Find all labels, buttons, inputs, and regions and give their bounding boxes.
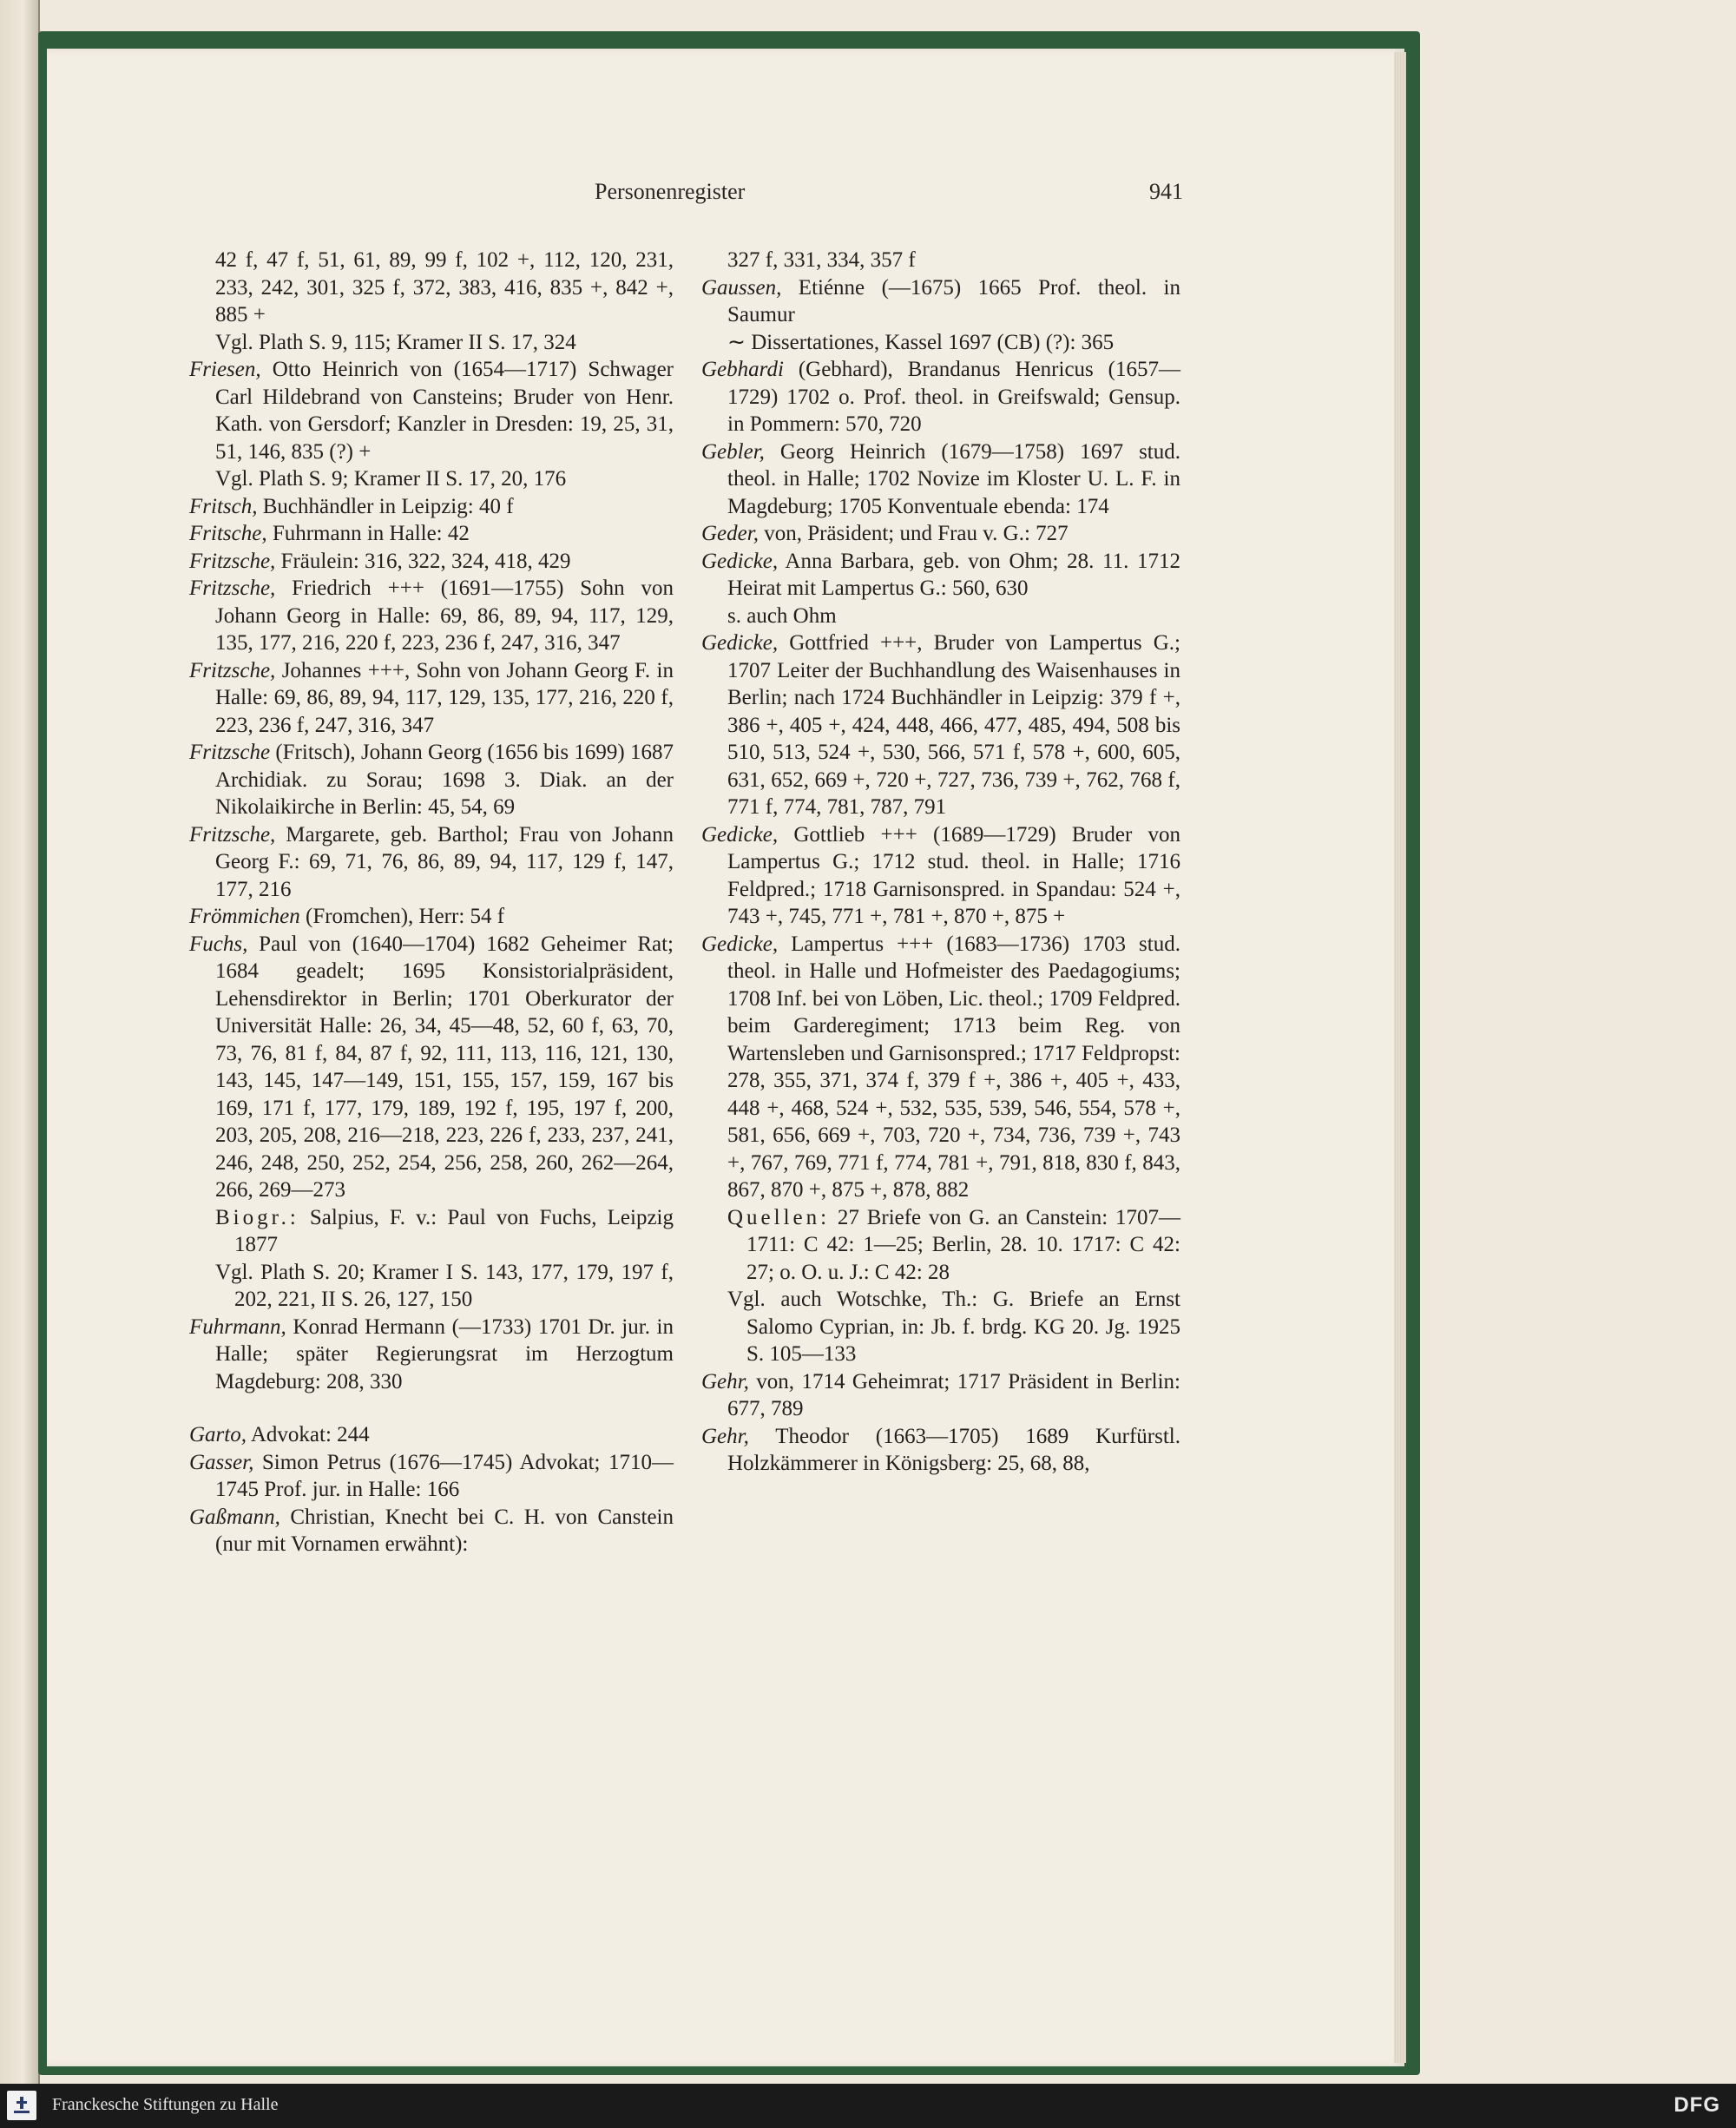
index-entry [189, 548, 674, 576]
person-name: Fritzsche, [189, 576, 276, 600]
person-name: Garto, [189, 1423, 247, 1446]
entry-text: Anna Barbara, geb. von Ohm; 28. 11. 1712 Heirat mit Lampertus G.: 560, 630 [727, 549, 1180, 600]
index-entry [701, 548, 1180, 603]
person-name: Friesen, [189, 358, 261, 381]
entry-text: Lampertus +++ (1683—1736) 1703 stud. theol. in Halle und Hofmeister des Paedagogiums; 1708 Inf. bei von Löben, Lic. theol.; 1709 Feldpred. beim Garderegiment; 1713 beim Reg. von Wartensleben und Garnisonspred.; 1717 Feldpropst: 278, 355, 371, 374 f, 379 f +, 386 +, 405 +, 433, 448 +, 468, 524 +, 532, 535, 539, 546, 554, 578 +, 581, 656, 669 +, 703, 720 +, 734, 736, 739 +, 743 +, 767, 769, 771 f, 774, 781 +, 791, 818, 830 f, 843, 867, 870 +, 875 +, 878, 882 [727, 932, 1180, 1202]
index-subentry [701, 603, 1180, 630]
person-name: Fuhrmann, [189, 1314, 286, 1339]
person-name: Gehr, [701, 1369, 749, 1393]
institution-name: Franckesche Stiftungen zu Halle [52, 2095, 279, 2114]
entry-text: Etiénne (—1675) 1665 Prof. theol. in Saumur [727, 275, 1180, 326]
subentry-text: Vgl. auch Wotschke, Th.: G. Briefe an Ernst Salomo Cyprian, in: Jb. f. brdg. KG 20. Jg. 1925 S. 105—133 [727, 1288, 1180, 1366]
entry-text: Paul von (1640—1704) 1682 Geheimer Rat; 1684 geadelt; 1695 Konsistorialpräsident, Lehensdirektor in Berlin; 1701 Oberkurator der Universität Halle: 26, 34, 45—48, 52, 60 f, 63, 70, 73, 76, 81 f, 84, 87 f, 92, 111, 113, 116, 121, 130, 143, 145, 147—149, 151, 155, 157, 159, 167 bis 169, 171 f, 177, 179, 189, 192 f, 195, 197 f, 200, 203, 205, 208, 216—218, 223, 226 f, 233, 237, 241, 246, 248, 250, 252, 254, 256, 258, 260, 262—264, 266, 269—273 [215, 932, 674, 1202]
index-entry [701, 1423, 1180, 1478]
person-name: Gaßmann, [189, 1505, 280, 1529]
person-name: Fritzsche, [189, 549, 276, 573]
index-entry [189, 1504, 674, 1558]
subentry-label: Quellen: [727, 1205, 831, 1229]
viewer-footer [0, 2084, 1736, 2128]
entry-text: (Fritsch), Johann Georg (1656 bis 1699) 1687 Archidiak. zu Sorau; 1698 3. Diak. an der Nikolaikirche in Berlin: 45, 54, 69 [215, 741, 674, 819]
entry-text: Fuhrmann in Halle: 42 [266, 522, 470, 545]
person-name: Frömmichen [189, 905, 300, 928]
index-entry-continuation: 42 f, 47 f, 51, 61, 89, 99 f, 102 +, 112, 120, 231, 233, 242, 301, 325 f, 372, 383, 416, 835 +, 842 +, 885 + [215, 248, 674, 326]
index-subentry [189, 1259, 674, 1314]
index-entry [189, 493, 674, 521]
index-entry [189, 739, 674, 821]
page-number: 941 [1149, 179, 1183, 204]
entry-text: Advokat: 244 [246, 1423, 370, 1446]
index-entry-continuation: 327 f, 331, 334, 357 f [727, 248, 916, 272]
entry-text: Friedrich +++ (1691—1755) Sohn von Johann Georg in Halle: 69, 86, 89, 94, 117, 129, 135, 177, 216, 220 f, 223, 236 f, 247, 316, 347 [215, 576, 674, 655]
person-name: Gedicke, [701, 932, 779, 956]
person-name: Fritsch, [189, 494, 258, 518]
index-entry [189, 931, 674, 1204]
person-name: Gedicke, [701, 631, 779, 655]
person-name: Fritsche, [189, 522, 267, 545]
entry-text: Margarete, geb. Barthol; Frau von Johann Georg F.: 69, 71, 76, 86, 89, 94, 117, 129 f, 147, 177, 216 [215, 822, 674, 901]
subentry-text: s. auch Ohm [727, 603, 837, 628]
entry-text: Fräulein: 316, 322, 324, 418, 429 [275, 549, 571, 573]
index-entry [189, 1421, 674, 1449]
entry-text: Gottfried +++, Bruder von Lampertus G.; 1707 Leiter der Buchhandlung des Waisenhauses in Berlin; nach 1724 Buchhändler in Leipzig: 379 f +, 386 +, 405 +, 424, 448, 466, 477, 485, 494, 508 bis 510, 513, 524 +, 530, 566, 571 f, 578 +, 600, 605, 631, 652, 669 +, 720 +, 727, 736, 739 +, 762, 768 f, 771 f, 774, 781, 787, 791 [727, 631, 1180, 819]
previous-page-edge [0, 0, 40, 2084]
entry-text: Otto Heinrich von (1654—1717) Schwager Carl Hildebrand von Cansteins; Bruder von Henr. Kath. von Gersdorf; Kanzler in Dresden: 19, 25, 31, 51, 146, 835 (?) + [215, 358, 674, 464]
index-subentry [701, 329, 1180, 357]
index-entry [701, 821, 1180, 931]
entry-text: Gottlieb +++ (1689—1729) Bruder von Lampertus G.; 1712 stud. theol. in Halle; 1716 Feldpred.; 1718 Garnisonspred. in Spandau: 524 +, 743 +, 745, 771 +, 781 +, 870 +, 875 + [727, 822, 1180, 928]
person-name: Gehr, [701, 1424, 749, 1448]
index-subentry [189, 329, 674, 357]
entry-text: Theodor (1663—1705) 1689 Kurfürstl. Holzkämmerer in Königsberg: 25, 68, 88, [727, 1424, 1180, 1475]
index-entry [189, 575, 674, 657]
index-column-right [701, 247, 1180, 1478]
index-entry [701, 520, 1180, 548]
subentry-text: Vgl. Plath S. 9; Kramer II S. 17, 20, 176 [215, 467, 567, 491]
section-gap [189, 1395, 674, 1421]
subentry-text: Vgl. Plath S. 9, 115; Kramer II S. 17, 324 [215, 330, 576, 354]
index-entry [189, 657, 674, 740]
index-subentry [189, 465, 674, 493]
institution-logo-icon [7, 2091, 36, 2120]
person-name: Gaussen, [701, 275, 782, 300]
subentry-text: Vgl. Plath S. 20; Kramer I S. 143, 177, 179, 197 f, 202, 221, II S. 26, 127, 150 [215, 1260, 674, 1311]
person-name: Geder, [701, 522, 759, 545]
index-entry [189, 356, 674, 465]
entry-text: Buchhändler in Leipzig: 40 f [257, 494, 514, 518]
index-subentry [189, 1204, 674, 1259]
person-name: Gasser, [189, 1450, 254, 1474]
index-entry [189, 821, 674, 904]
entry-text: (Fromchen), Herr: 54 f [299, 905, 505, 928]
entry-text: Johannes +++, Sohn von Johann Georg F. in Halle: 69, 86, 89, 94, 117, 129, 135, 177, 216, 220 f, 223, 236 f, 247, 316, 347 [215, 658, 674, 737]
person-name: Gedicke, [701, 549, 779, 573]
subentry-text: ∼ Dissertationes, Kassel 1697 (CB) (?): 365 [727, 330, 1115, 354]
person-name: Gebler, [701, 439, 765, 464]
index-subentry [701, 1204, 1180, 1287]
person-name: Fuchs, [189, 932, 248, 956]
running-head-title: Personenregister [595, 179, 746, 204]
entry-text: Christian, Knecht bei C. H. von Canstein (nur mit Vornamen erwähnt): [215, 1505, 674, 1556]
index-entry [701, 438, 1180, 521]
index-entry [701, 629, 1180, 821]
page-edges [1394, 52, 1406, 2063]
entry-text: (Gebhard), Brandanus Henricus (1657—1729) 1702 o. Prof. theol. in Greifswald; Gensup. in Pommern: 570, 720 [727, 358, 1180, 436]
subentry-text: Salpius, F. v.: Paul von Fuchs, Leipzig 1877 [234, 1205, 674, 1256]
index-entry [701, 274, 1180, 329]
entry-text: von, Präsident; und Frau v. G.: 727 [758, 522, 1069, 545]
subentry-text: 27 Briefe von G. an Canstein: 1707—1711: C 42: 1—25; Berlin, 28. 10. 1717: C 42: 27; o. O. u. J.: C 42: 28 [746, 1205, 1180, 1284]
index-subentry [701, 1286, 1180, 1368]
person-name: Gedicke, [701, 822, 779, 847]
index-entry [189, 1449, 674, 1504]
person-name: Gebhardi [701, 358, 784, 381]
entry-text: Georg Heinrich (1679—1758) 1697 stud. theol. in Halle; 1702 Novize im Kloster U. L. F. in Magdeburg; 1705 Konventuale ebenda: 174 [727, 439, 1180, 518]
index-entry [701, 356, 1180, 438]
entry-text: Konrad Hermann (—1733) 1701 Dr. jur. in Halle; später Regierungsrat im Herzogtum Magdeburg: 208, 330 [215, 1314, 674, 1393]
index-entry [701, 931, 1180, 1204]
entry-text: Simon Petrus (1676—1745) Advokat; 1710—1745 Prof. jur. in Halle: 166 [215, 1450, 674, 1501]
index-entry [189, 903, 674, 931]
index-entry [701, 1368, 1180, 1423]
index-entry [189, 1314, 674, 1396]
person-name: Fritzsche [189, 741, 271, 764]
index-entry [189, 520, 674, 548]
person-name: Fritzsche, [189, 658, 276, 682]
subentry-label: Biogr.: [215, 1205, 299, 1229]
index-column-left [189, 247, 674, 1558]
entry-text: von, 1714 Geheimrat; 1717 Präsident in Berlin: 677, 789 [727, 1369, 1180, 1420]
dfg-logo: DFG [1674, 2093, 1720, 2117]
person-name: Fritzsche, [189, 822, 276, 847]
